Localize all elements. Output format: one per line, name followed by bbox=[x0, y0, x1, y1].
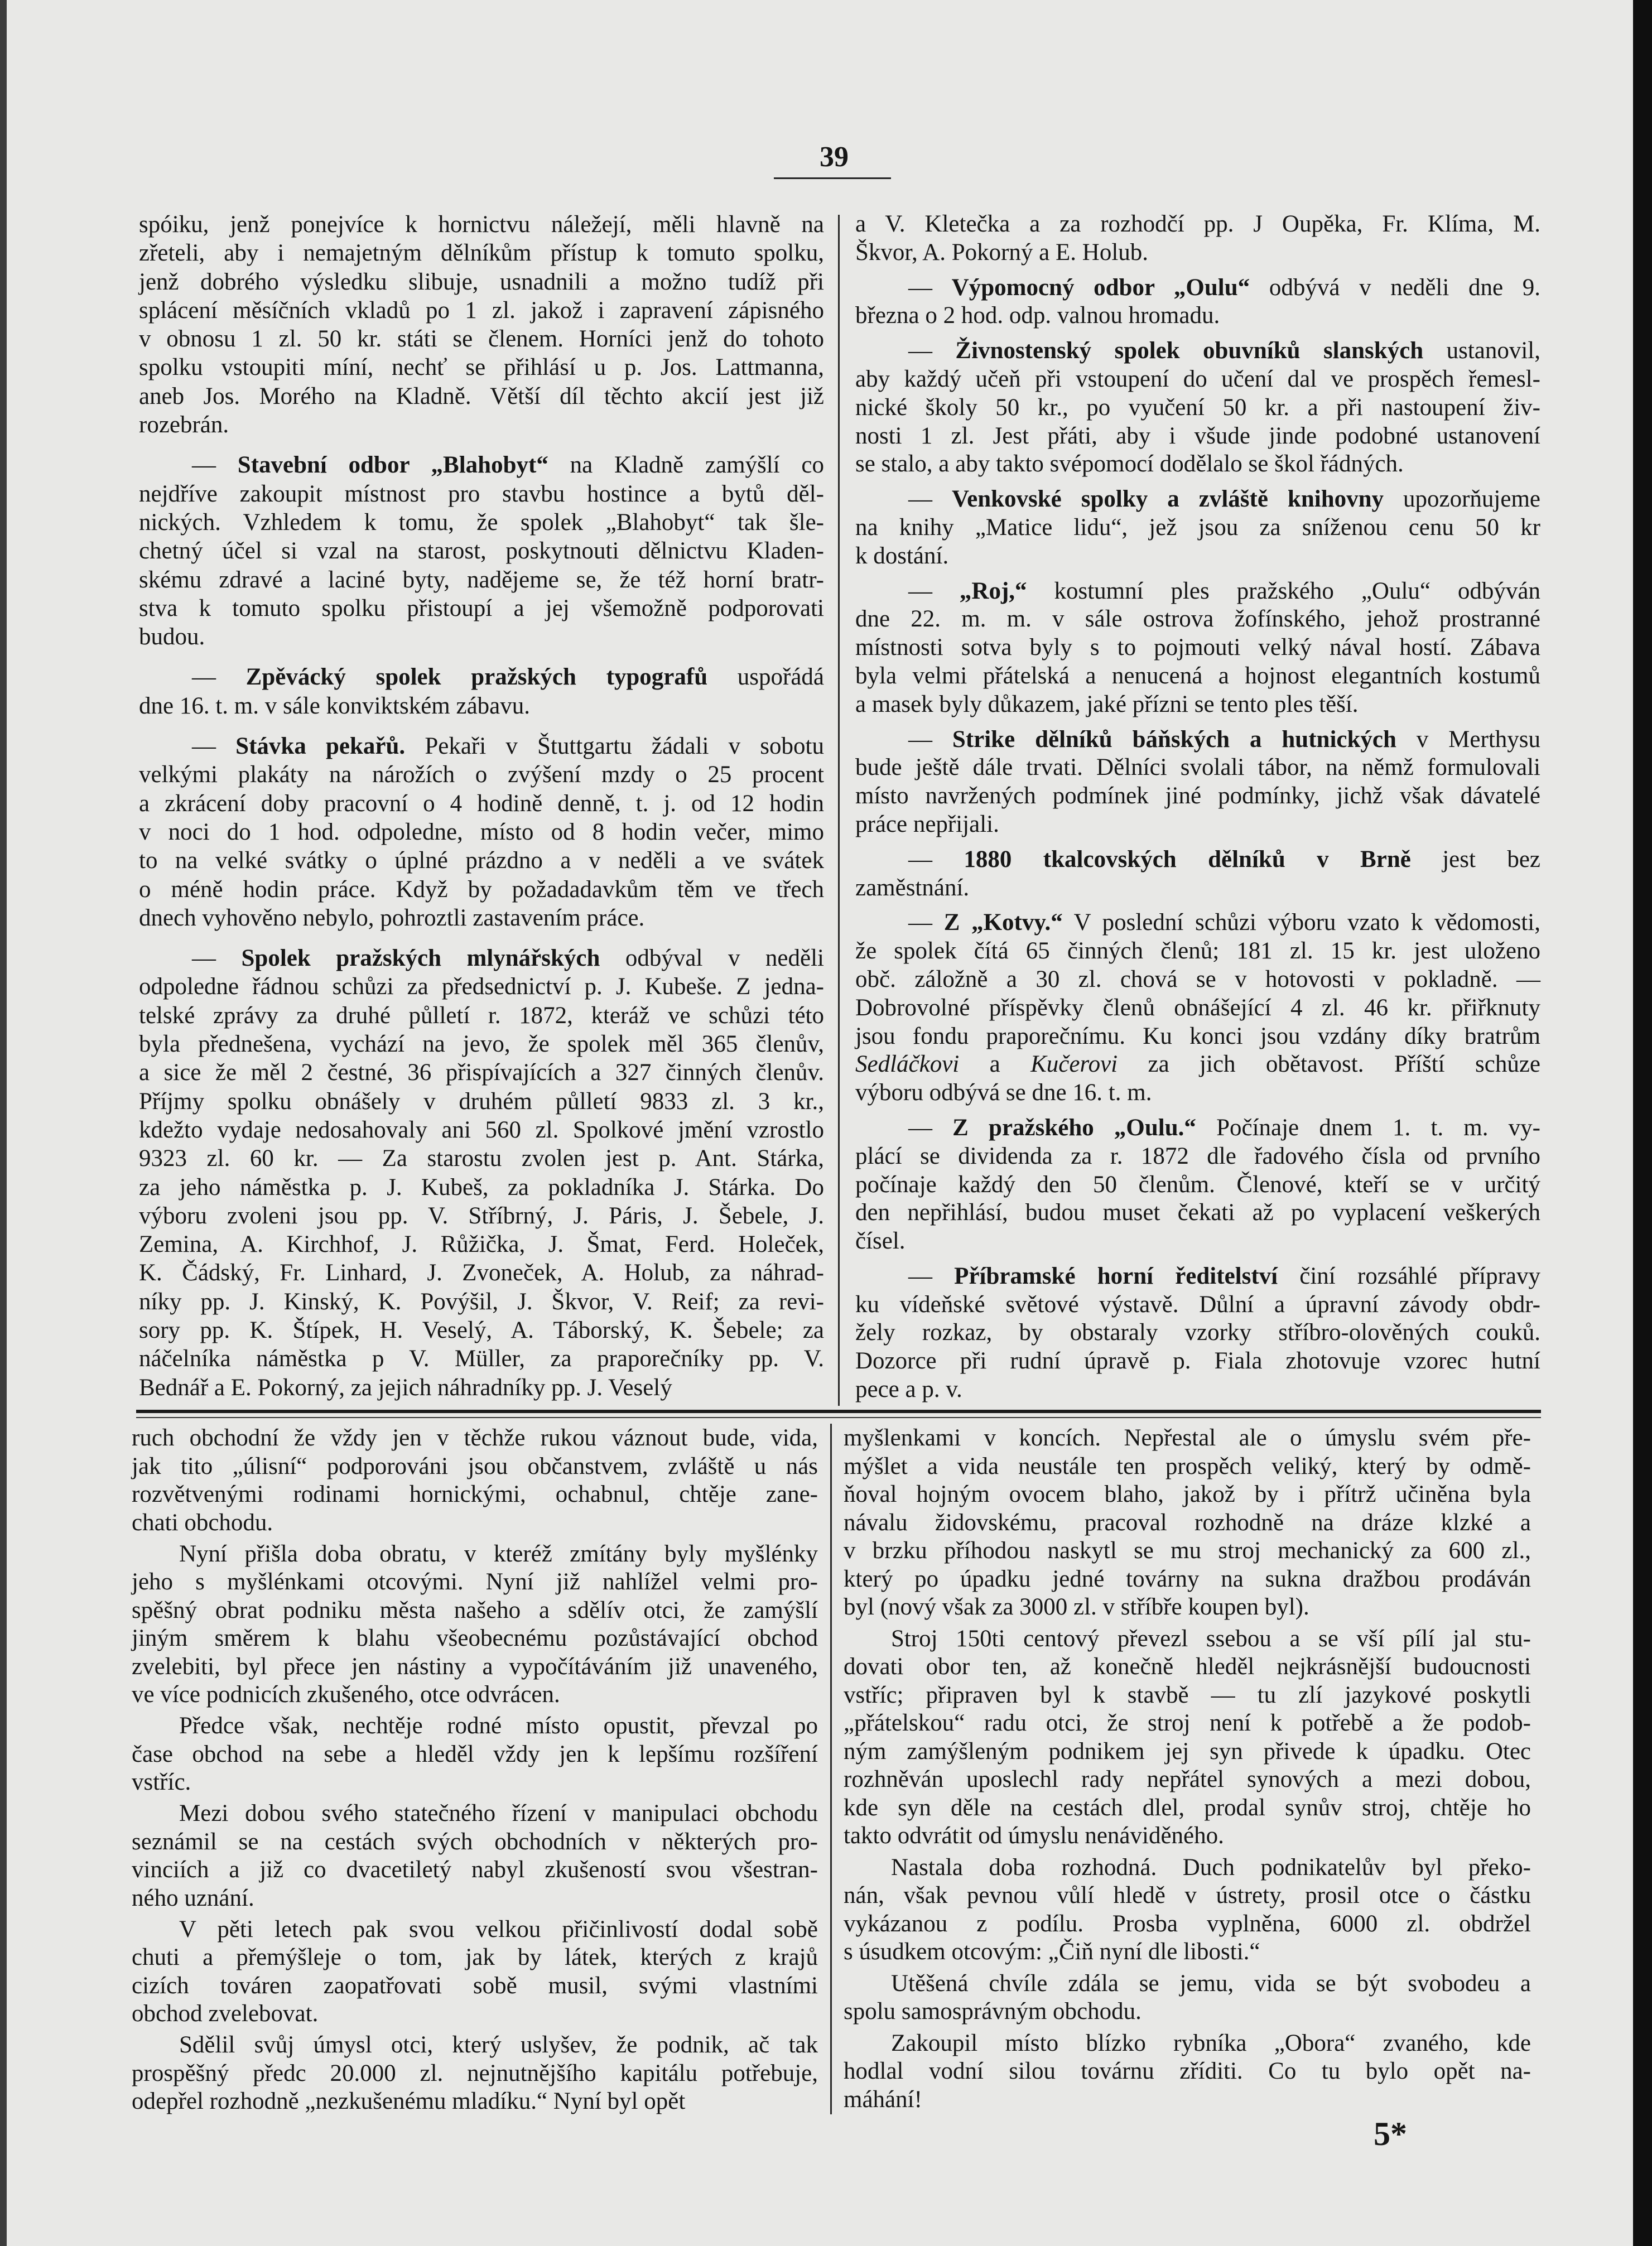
text-run: odbýval v neděli bbox=[600, 945, 824, 972]
lower-left-column bbox=[132, 1424, 818, 2116]
paragraph bbox=[139, 732, 824, 932]
text-line: rozvětvenými rodinami hornickými, ochabnul, chtěje zane- bbox=[132, 1481, 818, 1507]
text-line: za jeho náměstka p. J. Kubeš, za pokladníka J. Stárka. Do bbox=[139, 1174, 824, 1201]
text-line: kdežto vydaje nedosahovaly ani 560 zl. Spolkové jmění vzrostlo bbox=[139, 1116, 824, 1143]
text-line: k dostání. bbox=[855, 542, 949, 569]
paragraph bbox=[855, 577, 1540, 719]
paragraph bbox=[844, 1854, 1531, 1967]
text-line: vinciích a již co dvacetiletý nabyl zkušeností svou všestran- bbox=[132, 1857, 818, 1883]
headline-run: Spolek pražských mlynářských bbox=[241, 945, 600, 972]
headline-run: Stávka pekařů. bbox=[235, 733, 406, 760]
text-line: seznámil se na cestách svých obchodních v některých pro- bbox=[132, 1828, 818, 1855]
text-line: skému zdravé a laciné byty, nadějeme se, že též horní bratr- bbox=[139, 566, 824, 593]
text-line: zvelebiti, byl přece jen nástiny a vypočítáváním již unaveného, bbox=[132, 1653, 818, 1680]
text-line: Dozorce při rudní úpravě p. Fiala zhotovuje vzorec hutní bbox=[855, 1348, 1540, 1375]
text-run: — bbox=[908, 909, 944, 936]
text-run: kostumní ples pražského „Oulu“ odbýván bbox=[1027, 577, 1541, 604]
text-line: rozhněván uposlechl rady nepřátel synových a mezi dobou, bbox=[844, 1766, 1531, 1792]
headline-run: Zpěvácký spolek pražských typografů bbox=[245, 664, 708, 691]
text-line: Příjmy spolku obnášely v druhém půlletí 9833 zl. 3 kr., bbox=[139, 1088, 824, 1115]
text-run: V poslední schůzi výboru vzato k vědomosti, bbox=[1062, 909, 1541, 936]
text-line: dne 22. m. m. v sále ostrova žofínského, jehož prostranné bbox=[855, 606, 1540, 633]
text-run: jest bez bbox=[1410, 846, 1541, 873]
text-line: dovati obor ten, až konečně hleděl nejkrásnější budoucnosti bbox=[844, 1654, 1531, 1680]
paragraph bbox=[139, 944, 824, 1402]
text-line bbox=[139, 944, 824, 972]
text-line: Dobrovolné příspěvky členů obnášející 4 zl. 46 kr. přiřknuty bbox=[855, 994, 1540, 1021]
text-line: místo navržených podmínek jiné podmínky, jichž však dávatelé bbox=[855, 783, 1540, 809]
text-line: že spolek čítá 65 činných členů; 181 zl. 15 kr. jest uloženo bbox=[855, 938, 1540, 965]
text-line: K. Čádský, Fr. Linhard, J. Zvoneček, A. Holub, za náhrad- bbox=[139, 1260, 824, 1286]
paragraph bbox=[855, 1114, 1540, 1256]
text-line: zaměstnání. bbox=[855, 874, 970, 901]
text-run: — bbox=[192, 452, 238, 479]
text-run: — bbox=[192, 733, 236, 760]
text-line: nosti 1 zl. Jest přáti, aby i všude jinde podobné ustanovení bbox=[855, 422, 1540, 449]
upper-right-column bbox=[855, 210, 1540, 1404]
text-run: Počínaje dnem 1. t. m. vy- bbox=[1196, 1114, 1540, 1141]
text-line: jak tito „úlisní“ podporováni jsou občanstvem, zvláště u nás bbox=[132, 1453, 818, 1479]
text-line: byla přednešena, vychází na jevo, že spolek měl 365 členův, bbox=[139, 1031, 824, 1058]
text-line: to na velké svátky o úplné prázdno a v neděli a ve svátek bbox=[139, 847, 824, 874]
text-line: čase obchod na sebe a hleděl vždy jen k lepšímu rozšíření bbox=[132, 1741, 818, 1767]
text-line: spolku vstoupiti míní, nechť se přihlásí u p. Jos. Lattmanna, bbox=[139, 354, 824, 381]
text-line: a sice že měl 2 čestné, 36 přispívajících a 327 činných členův. bbox=[139, 1059, 824, 1086]
paragraph bbox=[855, 846, 1540, 903]
text-run: — bbox=[192, 664, 246, 691]
text-line: mýšlet a vida neustále ten prospěch veliký, který by odmě- bbox=[844, 1453, 1531, 1479]
text-line: zřeteli, aby i nemajetným dělníkům přístup k tomuto spolku, bbox=[139, 240, 824, 267]
paragraph bbox=[855, 726, 1540, 839]
text-run: — bbox=[908, 846, 964, 873]
text-run: činí rozsáhlé přípravy bbox=[1278, 1262, 1541, 1289]
headline-run: 1880 tkalcovských dělníků v Brně bbox=[964, 846, 1411, 873]
text-line: velkými plakáty na nárožích o zvýšení mzdy o 25 procent bbox=[139, 761, 824, 788]
text-line: Utěšená chvíle zdála se jemu, vida se být svobodeu a bbox=[891, 1970, 1531, 1997]
text-line: ve více podnicích zkušeného, otce odvrácen. bbox=[132, 1681, 560, 1708]
paragraph bbox=[844, 1625, 1531, 1850]
paragraph bbox=[132, 1916, 818, 2028]
text-line: výboru odbývá se dne 16. t. m. bbox=[855, 1079, 1152, 1106]
text-line: V pěti letech pak svou velkou přičinlivostí dodal sobě bbox=[179, 1916, 818, 1943]
text-line: v noci do 1 hod. odpoledne, místo od 8 hodin večer, mimo bbox=[139, 818, 824, 845]
text-line: nické školy 50 kr., po vyučení 50 kr. a při nastoupení živ- bbox=[855, 394, 1540, 421]
text-line: žely rozkaz, by obstaraly vzorky stříbro-olověných couků. bbox=[855, 1319, 1540, 1346]
text-run: — bbox=[908, 486, 952, 513]
scan-edge-right bbox=[1633, 0, 1652, 2246]
text-line: obč. záložně a 30 zl. chová se v hotovosti v pokladně. — bbox=[855, 966, 1540, 992]
text-run: — bbox=[908, 338, 956, 364]
text-line: Zemina, A. Kirchhof, J. Růžička, J. Šmat, Ferd. Holeček, bbox=[139, 1231, 824, 1258]
text-line bbox=[855, 1262, 1540, 1291]
paragraph bbox=[132, 1424, 818, 1537]
paragraph bbox=[132, 1800, 818, 1912]
text-line: obchod zvelebovat. bbox=[132, 2001, 319, 2027]
text-line bbox=[855, 274, 1540, 302]
paragraph bbox=[855, 1262, 1540, 1404]
text-line: rozebrán. bbox=[139, 412, 229, 438]
text-line: a masek byly důkazem, jaké přízni se tento ples těší. bbox=[855, 691, 1359, 717]
text-line: a V. Kletečka a za rozhodčí pp. J Oupěka, Fr. Klíma, M. bbox=[855, 211, 1540, 237]
text-line bbox=[139, 451, 824, 479]
text-line: stva k tomuto spolku přistoupí a jej všemožně podporovati bbox=[139, 595, 824, 621]
text-run: — bbox=[908, 1114, 953, 1141]
paragraph bbox=[132, 2031, 818, 2116]
text-run: uspořádá bbox=[707, 664, 824, 691]
paragraph bbox=[139, 451, 824, 651]
text-line bbox=[855, 846, 1540, 874]
text-line: spolu samosprávným obchodu. bbox=[844, 1998, 1142, 2025]
text-run: — bbox=[908, 577, 960, 604]
text-line: byl (nový však za 3000 zl. v stříbře koupen byl). bbox=[844, 1594, 1309, 1620]
text-line: spóiku, jenž ponejvíce k hornictvu náležejí, měli hlavně na bbox=[139, 211, 824, 238]
text-line: chuti a přemýšleje o tom, jak by látek, kterých z krajů bbox=[132, 1944, 818, 1970]
text-line: vstříc; připraven byl k stavbě — tu zlí jazykové poskytli bbox=[844, 1681, 1531, 1708]
text-line: výboru zvoleni jsou pp. V. Stříbrný, J. Páris, J. Šebele, J. bbox=[139, 1202, 824, 1229]
paragraph bbox=[132, 1712, 818, 1797]
headline-run: Z pražského „Oulu.“ bbox=[952, 1114, 1196, 1141]
text-run: — bbox=[908, 274, 952, 301]
paragraph bbox=[132, 1540, 818, 1709]
text-line: ruch obchodní že vždy jen v těchže rukou váznout bude, vida, bbox=[132, 1425, 818, 1451]
text-line: jsou fondu praporečnímu. Ku konci jsou vzdány díky bratrům bbox=[855, 1023, 1540, 1049]
text-line: náčelníka náměstka p V. Müller, za praporečníky pp. V. bbox=[139, 1346, 824, 1372]
text-line: takto odvrátit od úmyslu nenáviděného. bbox=[844, 1823, 1224, 1849]
text-line: března o 2 hod. odp. valnou hromadu. bbox=[855, 302, 1220, 329]
header-rule bbox=[774, 177, 891, 179]
headline-run: Venkovské spolky a zvláště knihovny bbox=[952, 486, 1384, 513]
text-line: aneb Jos. Morého na Kladně. Větší díl těchto akcií jest již bbox=[139, 383, 824, 409]
text-line: jenž dobrého výsledku slibuje, usnadnili a možno tudíž při bbox=[139, 268, 824, 295]
column-divider-upper bbox=[838, 215, 840, 1406]
text-line: práce nepřijali. bbox=[855, 811, 999, 837]
text-run: odbývá v neděli dne 9. bbox=[1250, 274, 1540, 301]
text-run: upozorňujeme bbox=[1384, 486, 1540, 513]
text-line: o méně hodin práce. Když by požadadavkům těm ve třech bbox=[139, 876, 824, 903]
paragraph bbox=[855, 909, 1540, 1107]
text-line: Stroj 150ti centový převezl ssebou a se vší pílí jal stu- bbox=[891, 1625, 1531, 1652]
text-run: — bbox=[192, 945, 242, 972]
paragraph bbox=[844, 2030, 1531, 2114]
text-line bbox=[855, 1114, 1540, 1143]
text-line: odepřel rozhodně „nezkušenému mladíku.“ Nyní byl opět bbox=[132, 2088, 686, 2114]
text-line: chetný účel si vzal na starost, poskytnouti dělnictvu Kladen- bbox=[139, 538, 824, 565]
signature-mark: 5* bbox=[1374, 2115, 1407, 2152]
lower-right-column bbox=[844, 1424, 1531, 2114]
paragraph bbox=[855, 337, 1540, 479]
text-line: který po úpadku jedné továrny na sukna dražbou prodáván bbox=[844, 1565, 1531, 1592]
text-line: bude ještě dále trvati. Dělníci svolali tábor, na němž formulovali bbox=[855, 754, 1540, 781]
italic-run: Sedláčkovi bbox=[855, 1051, 960, 1078]
column-divider-lower bbox=[830, 1424, 832, 2114]
text-run: — bbox=[908, 1262, 955, 1289]
text-line: splácení měsíčních vkladů po 1 zl. jakož i zapravení zápisného bbox=[139, 297, 824, 324]
text-line: jeho s myšlénkami otcovými. Nyní již nahlížel velmi pro- bbox=[132, 1569, 818, 1595]
text-line bbox=[855, 726, 1540, 754]
scan-edge-left bbox=[0, 0, 7, 2246]
text-line: 9323 zl. 60 kr. — Za starostu zvolen jest p. Ant. Stárka, bbox=[139, 1145, 824, 1172]
text-run: v Merthysu bbox=[1396, 726, 1541, 753]
text-line: ňoval hojným ovocem blaho, jakož by i přítrž učiněna byla bbox=[844, 1481, 1531, 1507]
text-line: telské zprávy za druhé půlletí r. 1872, kteráž ve schůzi této bbox=[139, 1002, 824, 1029]
text-line: kde syn děle na cestách dlel, prodal synův stroj, chtěje ho bbox=[844, 1794, 1531, 1821]
text-line: v obnosu 1 zl. 50 kr. státi se členem. Horníci jenž do tohoto bbox=[139, 326, 824, 353]
headline-run: Z „Kotvy.“ bbox=[943, 909, 1063, 936]
text-line: místnosti sotva byly s to pojmouti velký nával hostí. Zábava bbox=[855, 634, 1540, 661]
text-line: aby každý učeň při vstoupení do učení dal ve prospěch řemesl- bbox=[855, 365, 1540, 392]
text-line: myšlenkami v koncích. Nepřestal ale o úmyslu svém pře- bbox=[844, 1425, 1531, 1451]
text-line: se stalo, a aby takto svépomocí dodělalo se škol řádných. bbox=[855, 451, 1404, 478]
text-line: níky pp. J. Kinský, K. Povýšil, J. Škvor, V. Reif; za revi- bbox=[139, 1288, 824, 1315]
section-rule-thin bbox=[136, 1417, 1541, 1418]
text-line bbox=[855, 1050, 1540, 1079]
text-line: jiným směrem k blahu všeobecnému pozůstávající obchod bbox=[132, 1625, 818, 1651]
text-line: dne 16. t. m. v sále konviktském zábavu. bbox=[139, 692, 530, 719]
text-line: a zkrácení doby pracovní o 4 hodině denně, t. j. od 12 hodin bbox=[139, 790, 824, 817]
paragraph bbox=[844, 1424, 1531, 1622]
text-line: plácí se dividenda za r. 1872 dle řadového čísla od prvního bbox=[855, 1143, 1540, 1169]
text-line bbox=[855, 909, 1540, 937]
paragraph bbox=[855, 210, 1540, 267]
headline-run: Příbramské horní ředitelství bbox=[954, 1262, 1278, 1289]
text-run: a bbox=[959, 1051, 1031, 1078]
text-line: ného uznání. bbox=[132, 1884, 254, 1911]
text-run: — bbox=[908, 726, 952, 753]
text-line: byla velmi přátelská a nenucená a hojnost elegantních kostumů bbox=[855, 662, 1540, 689]
headline-run: Výpomocný odbor „Oulu“ bbox=[951, 274, 1250, 301]
paragraph bbox=[855, 274, 1540, 331]
text-line: ku vídeňské světové výstavě. Důlní a úpravní závody obdr- bbox=[855, 1291, 1540, 1318]
text-line: Zakoupil místo blízko rybníka „Obora“ zvaného, kde bbox=[891, 2030, 1531, 2056]
paragraph bbox=[139, 210, 824, 439]
text-line: cizích továren zaopatřovati sobě musil, svými vlastními bbox=[132, 1972, 818, 1999]
upper-left-column bbox=[139, 210, 824, 1402]
text-line: Nastala doba rozhodná. Duch podnikatelův byl překo- bbox=[891, 1854, 1531, 1881]
text-line: pece a p. v. bbox=[855, 1376, 962, 1403]
page-number: 39 bbox=[820, 141, 849, 173]
text-line: hodlal vodní silou továrnu zříditi. Co tu bylo opět na- bbox=[844, 2058, 1531, 2084]
text-line: nických. Vzhledem k tomu, že spolek „Blahobyt“ tak šle- bbox=[139, 509, 824, 536]
text-line: vstříc. bbox=[132, 1769, 191, 1795]
text-line: nejdříve zakoupit místnost pro stavbu hostince a bytů děl- bbox=[139, 480, 824, 507]
text-run: Pekaři v Štuttgartu žádali v sobotu bbox=[405, 733, 824, 760]
text-line: Bednář a E. Pokorný, za jejich náhradníky pp. J. Veselý bbox=[139, 1374, 672, 1401]
text-line bbox=[139, 732, 824, 760]
text-line: v brzku příhodou naskytl se mu stroj mechanický za 600 zl., bbox=[844, 1538, 1531, 1564]
text-line: na knihy „Matice lidu“, jež jsou za sníženou cenu 50 kr bbox=[855, 514, 1540, 541]
text-line: „přátelskou“ radu otci, že stroj není k potřebě a že podob- bbox=[844, 1710, 1531, 1736]
text-line bbox=[855, 337, 1540, 365]
text-line: počínaje každý den 50 členům. Členové, kteří se v určitý bbox=[855, 1171, 1540, 1198]
headline-run: „Roj,“ bbox=[959, 577, 1027, 604]
text-line: prospěšný předc 20.000 zl. nejnutnějšího kapitálu potřebuje, bbox=[132, 2060, 818, 2086]
text-line: Mezi dobou svého statečného řízení v manipulaci obchodu bbox=[179, 1800, 818, 1826]
text-line: den nepřihlásí, budou muset čekati až po vyplacení veškerých bbox=[855, 1199, 1540, 1226]
text-line: chati obchodu. bbox=[132, 1509, 273, 1536]
section-rule bbox=[136, 1410, 1541, 1413]
text-line bbox=[139, 663, 824, 691]
text-line: dnech vyhověno nebylo, pohroztli zastavením práce. bbox=[139, 904, 645, 931]
headline-run: Strike dělníků báňských a hutnických bbox=[952, 726, 1396, 753]
text-line: nán, však pevnou vůlí hledě v ústrety, prosil otce o částku bbox=[844, 1882, 1531, 1908]
text-line: Předce však, nechtěje rodné místo opustit, převzal po bbox=[179, 1713, 818, 1739]
text-line: čísel. bbox=[855, 1228, 906, 1255]
text-line bbox=[855, 577, 1540, 606]
text-line: vykázanou z podílu. Prosba vyplněna, 6000 zl. obdržel bbox=[844, 1910, 1531, 1937]
paragraph bbox=[844, 1970, 1531, 2026]
text-line: sory pp. K. Štípek, H. Veselý, A. Táborský, K. Šebele; za bbox=[139, 1317, 824, 1343]
text-line: návalu židovskému, pracoval rozhodně na dráze klzké a bbox=[844, 1509, 1531, 1536]
paragraph bbox=[855, 485, 1540, 570]
text-line: spěšný obrat podniku města našeho a sdělív otci, že zamýšlí bbox=[132, 1597, 818, 1623]
italic-run: Kučerovi bbox=[1030, 1051, 1118, 1078]
text-line: budou. bbox=[139, 624, 205, 650]
text-run: za jich obětavost. Příští schůze bbox=[1118, 1051, 1540, 1078]
text-line: Sdělil svůj úmysl otci, který uslyšev, že podnik, ač tak bbox=[179, 2032, 818, 2058]
text-line bbox=[855, 485, 1540, 514]
headline-run: Živnostenský spolek obuvníků slanských bbox=[955, 338, 1424, 364]
headline-run: Stavební odbor „Blahobyt“ bbox=[237, 452, 548, 479]
text-line: ným zamýšleným podnikem jej syn přivede k úpadku. Otec bbox=[844, 1738, 1531, 1765]
text-line: Škvor, A. Pokorný a E. Holub. bbox=[855, 239, 1149, 266]
text-line: Nyní přišla doba obratu, v kteréž zmítány byly myšlénky bbox=[179, 1540, 818, 1567]
text-run: ustanovil, bbox=[1423, 338, 1541, 364]
text-line: máhání! bbox=[844, 2086, 922, 2113]
text-line: odpoledne řádnou schůzi za předsednictví p. J. Kubeše. Z jedna- bbox=[139, 973, 824, 1000]
text-run: na Kladně zamýšlí co bbox=[548, 452, 825, 479]
text-line: s úsudkem otcovým: „Čiň nyní dle libosti.“ bbox=[844, 1939, 1260, 1965]
paragraph bbox=[139, 663, 824, 720]
